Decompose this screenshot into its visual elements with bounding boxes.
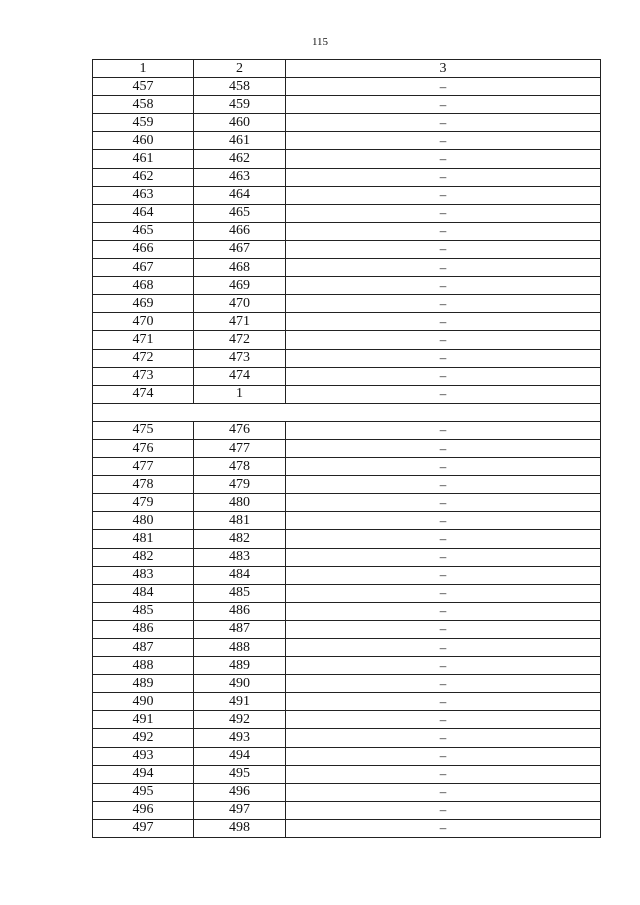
table-cell-col-3: – xyxy=(286,783,601,801)
table-cell-col-3: – xyxy=(286,530,601,548)
table-row xyxy=(93,385,601,403)
table-row xyxy=(93,602,601,620)
table-cell-col-3: – xyxy=(286,349,601,367)
table-cell-col-1: 478 xyxy=(93,476,194,494)
table-row xyxy=(93,476,601,494)
column-header-2: 2 xyxy=(194,60,286,78)
table-row xyxy=(93,548,601,566)
table-row xyxy=(93,439,601,457)
table-row xyxy=(93,458,601,476)
table-cell-col-3: – xyxy=(286,295,601,313)
page-number: 115 xyxy=(311,36,329,48)
table-cell-col-2: 482 xyxy=(194,530,286,548)
table-cell-col-3: – xyxy=(286,150,601,168)
table-row xyxy=(93,204,601,222)
table-cell-col-2: 459 xyxy=(194,96,286,114)
table-cell-col-3: – xyxy=(286,439,601,457)
table-cell-col-2: 471 xyxy=(194,313,286,331)
table-cell-col-3: – xyxy=(286,639,601,657)
table-cell-col-2: 461 xyxy=(194,132,286,150)
table-row xyxy=(93,132,601,150)
table-cell-col-1: 490 xyxy=(93,693,194,711)
table-cell-col-3: – xyxy=(286,168,601,186)
table-cell-col-2: 492 xyxy=(194,711,286,729)
table-cell-col-3: – xyxy=(286,78,601,96)
table-cell-col-3: – xyxy=(286,584,601,602)
table-cell-col-2: 469 xyxy=(194,277,286,295)
table-cell-col-2: 474 xyxy=(194,367,286,385)
table-row xyxy=(93,168,601,186)
table-body-top xyxy=(93,78,601,404)
table-cell-col-3: – xyxy=(286,385,601,403)
table-cell-col-2: 464 xyxy=(194,186,286,204)
table-cell-col-2: 491 xyxy=(194,693,286,711)
table-cell-col-1: 457 xyxy=(93,78,194,96)
table-cell-col-2: 483 xyxy=(194,548,286,566)
header-row xyxy=(93,60,601,78)
table-cell-col-3: – xyxy=(286,259,601,277)
table-cell-col-2: 484 xyxy=(194,566,286,584)
data-table xyxy=(92,59,601,838)
table-cell-col-1: 459 xyxy=(93,114,194,132)
table-cell-col-3: – xyxy=(286,458,601,476)
table-cell-col-1: 474 xyxy=(93,385,194,403)
table-cell-col-1: 461 xyxy=(93,150,194,168)
table-cell-col-2: 465 xyxy=(194,204,286,222)
table-cell-col-1: 460 xyxy=(93,132,194,150)
table-cell-col-1: 492 xyxy=(93,729,194,747)
table-cell-col-1: 475 xyxy=(93,421,194,439)
table-cell-col-1: 469 xyxy=(93,295,194,313)
table-row xyxy=(93,747,601,765)
table-row xyxy=(93,639,601,657)
table-cell-col-1: 493 xyxy=(93,747,194,765)
table-cell-col-1: 464 xyxy=(93,204,194,222)
table-row xyxy=(93,222,601,240)
table-cell-col-3: – xyxy=(286,765,601,783)
table-cell-col-1: 479 xyxy=(93,494,194,512)
table-cell-col-3: – xyxy=(286,114,601,132)
table-row xyxy=(93,78,601,96)
table-row xyxy=(93,783,601,801)
table-cell-col-1: 477 xyxy=(93,458,194,476)
separator-row xyxy=(93,403,601,421)
table-cell-col-3: – xyxy=(286,819,601,837)
table-cell-col-3: – xyxy=(286,801,601,819)
column-header-3: 3 xyxy=(286,60,601,78)
table-cell-col-2: 476 xyxy=(194,421,286,439)
table-cell-col-1: 467 xyxy=(93,259,194,277)
table-cell-col-3: – xyxy=(286,747,601,765)
table-row xyxy=(93,349,601,367)
table-cell-col-1: 489 xyxy=(93,675,194,693)
table-cell-col-2: 477 xyxy=(194,439,286,457)
table-cell-col-2: 481 xyxy=(194,512,286,530)
table-cell-col-2: 458 xyxy=(194,78,286,96)
table-row xyxy=(93,819,601,837)
table-cell-col-2: 479 xyxy=(194,476,286,494)
table-cell-col-1: 488 xyxy=(93,657,194,675)
table-cell-col-3: – xyxy=(286,729,601,747)
table-row xyxy=(93,313,601,331)
table-cell-col-3: – xyxy=(286,476,601,494)
table-cell-col-1: 476 xyxy=(93,439,194,457)
table-cell-col-3: – xyxy=(286,186,601,204)
table-cell-col-3: – xyxy=(286,204,601,222)
table-cell-col-2: 490 xyxy=(194,675,286,693)
table-body-bottom xyxy=(93,421,601,837)
table-row xyxy=(93,277,601,295)
table-cell-col-1: 494 xyxy=(93,765,194,783)
table-cell-col-2: 460 xyxy=(194,114,286,132)
table-cell-col-3: – xyxy=(286,222,601,240)
table-row xyxy=(93,693,601,711)
table-cell-col-3: – xyxy=(286,277,601,295)
table-row xyxy=(93,711,601,729)
table-row xyxy=(93,421,601,439)
table-cell-col-2: 468 xyxy=(194,259,286,277)
table-row xyxy=(93,494,601,512)
table-row xyxy=(93,367,601,385)
table-cell-col-3: – xyxy=(286,367,601,385)
table-row xyxy=(93,620,601,638)
table-cell-col-1: 462 xyxy=(93,168,194,186)
table-cell-col-3: – xyxy=(286,313,601,331)
separator-section xyxy=(93,403,601,421)
table-cell-col-2: 478 xyxy=(194,458,286,476)
table-cell-col-1: 472 xyxy=(93,349,194,367)
table-cell-col-3: – xyxy=(286,548,601,566)
table-cell-col-1: 496 xyxy=(93,801,194,819)
table-row xyxy=(93,114,601,132)
table-cell-col-3: – xyxy=(286,620,601,638)
separator-cell xyxy=(93,403,601,421)
table-cell-col-2: 485 xyxy=(194,584,286,602)
table-cell-col-1: 497 xyxy=(93,819,194,837)
table-cell-col-2: 466 xyxy=(194,222,286,240)
table-cell-col-1: 473 xyxy=(93,367,194,385)
table-row xyxy=(93,729,601,747)
table-cell-col-2: 462 xyxy=(194,150,286,168)
table-cell-col-1: 465 xyxy=(93,222,194,240)
table-cell-col-2: 487 xyxy=(194,620,286,638)
table-cell-col-3: – xyxy=(286,566,601,584)
table-cell-col-3: – xyxy=(286,132,601,150)
table-cell-col-1: 466 xyxy=(93,240,194,258)
table-cell-col-1: 485 xyxy=(93,602,194,620)
table-cell-col-2: 494 xyxy=(194,747,286,765)
table-cell-col-1: 491 xyxy=(93,711,194,729)
table-cell-col-2: 488 xyxy=(194,639,286,657)
table-cell-col-3: – xyxy=(286,675,601,693)
table-cell-col-3: – xyxy=(286,421,601,439)
table-cell-col-3: – xyxy=(286,96,601,114)
table-cell-col-2: 470 xyxy=(194,295,286,313)
table-cell-col-1: 487 xyxy=(93,639,194,657)
table-cell-col-3: – xyxy=(286,240,601,258)
table-row xyxy=(93,96,601,114)
table-row xyxy=(93,675,601,693)
table-row xyxy=(93,259,601,277)
table-row xyxy=(93,186,601,204)
table-cell-col-1: 484 xyxy=(93,584,194,602)
table-cell-col-2: 472 xyxy=(194,331,286,349)
table-cell-col-1: 481 xyxy=(93,530,194,548)
table-cell-col-2: 498 xyxy=(194,819,286,837)
table-cell-col-1: 458 xyxy=(93,96,194,114)
table-row xyxy=(93,530,601,548)
table-cell-col-1: 486 xyxy=(93,620,194,638)
table-cell-col-2: 480 xyxy=(194,494,286,512)
table-row xyxy=(93,240,601,258)
table-cell-col-1: 482 xyxy=(93,548,194,566)
table-cell-col-2: 495 xyxy=(194,765,286,783)
table-cell-col-2: 1 xyxy=(194,385,286,403)
table-cell-col-1: 463 xyxy=(93,186,194,204)
table-cell-col-2: 496 xyxy=(194,783,286,801)
table-row xyxy=(93,566,601,584)
table-row xyxy=(93,512,601,530)
table-cell-col-2: 467 xyxy=(194,240,286,258)
table-cell-col-2: 497 xyxy=(194,801,286,819)
table-cell-col-3: – xyxy=(286,693,601,711)
column-header-1: 1 xyxy=(93,60,194,78)
table-cell-col-2: 473 xyxy=(194,349,286,367)
table-cell-col-3: – xyxy=(286,602,601,620)
table-cell-col-1: 480 xyxy=(93,512,194,530)
table-cell-col-1: 495 xyxy=(93,783,194,801)
table-row xyxy=(93,801,601,819)
table-row xyxy=(93,584,601,602)
table-cell-col-2: 489 xyxy=(194,657,286,675)
table-row xyxy=(93,150,601,168)
table-cell-col-2: 463 xyxy=(194,168,286,186)
table-cell-col-1: 471 xyxy=(93,331,194,349)
table-cell-col-1: 470 xyxy=(93,313,194,331)
table-cell-col-3: – xyxy=(286,657,601,675)
table-cell-col-1: 468 xyxy=(93,277,194,295)
table-cell-col-2: 486 xyxy=(194,602,286,620)
table-row xyxy=(93,295,601,313)
table-row xyxy=(93,657,601,675)
table-cell-col-3: – xyxy=(286,331,601,349)
table-row xyxy=(93,331,601,349)
table-cell-col-3: – xyxy=(286,512,601,530)
table-cell-col-3: – xyxy=(286,711,601,729)
table-row xyxy=(93,765,601,783)
table-cell-col-2: 493 xyxy=(194,729,286,747)
table-cell-col-3: – xyxy=(286,494,601,512)
table-cell-col-1: 483 xyxy=(93,566,194,584)
